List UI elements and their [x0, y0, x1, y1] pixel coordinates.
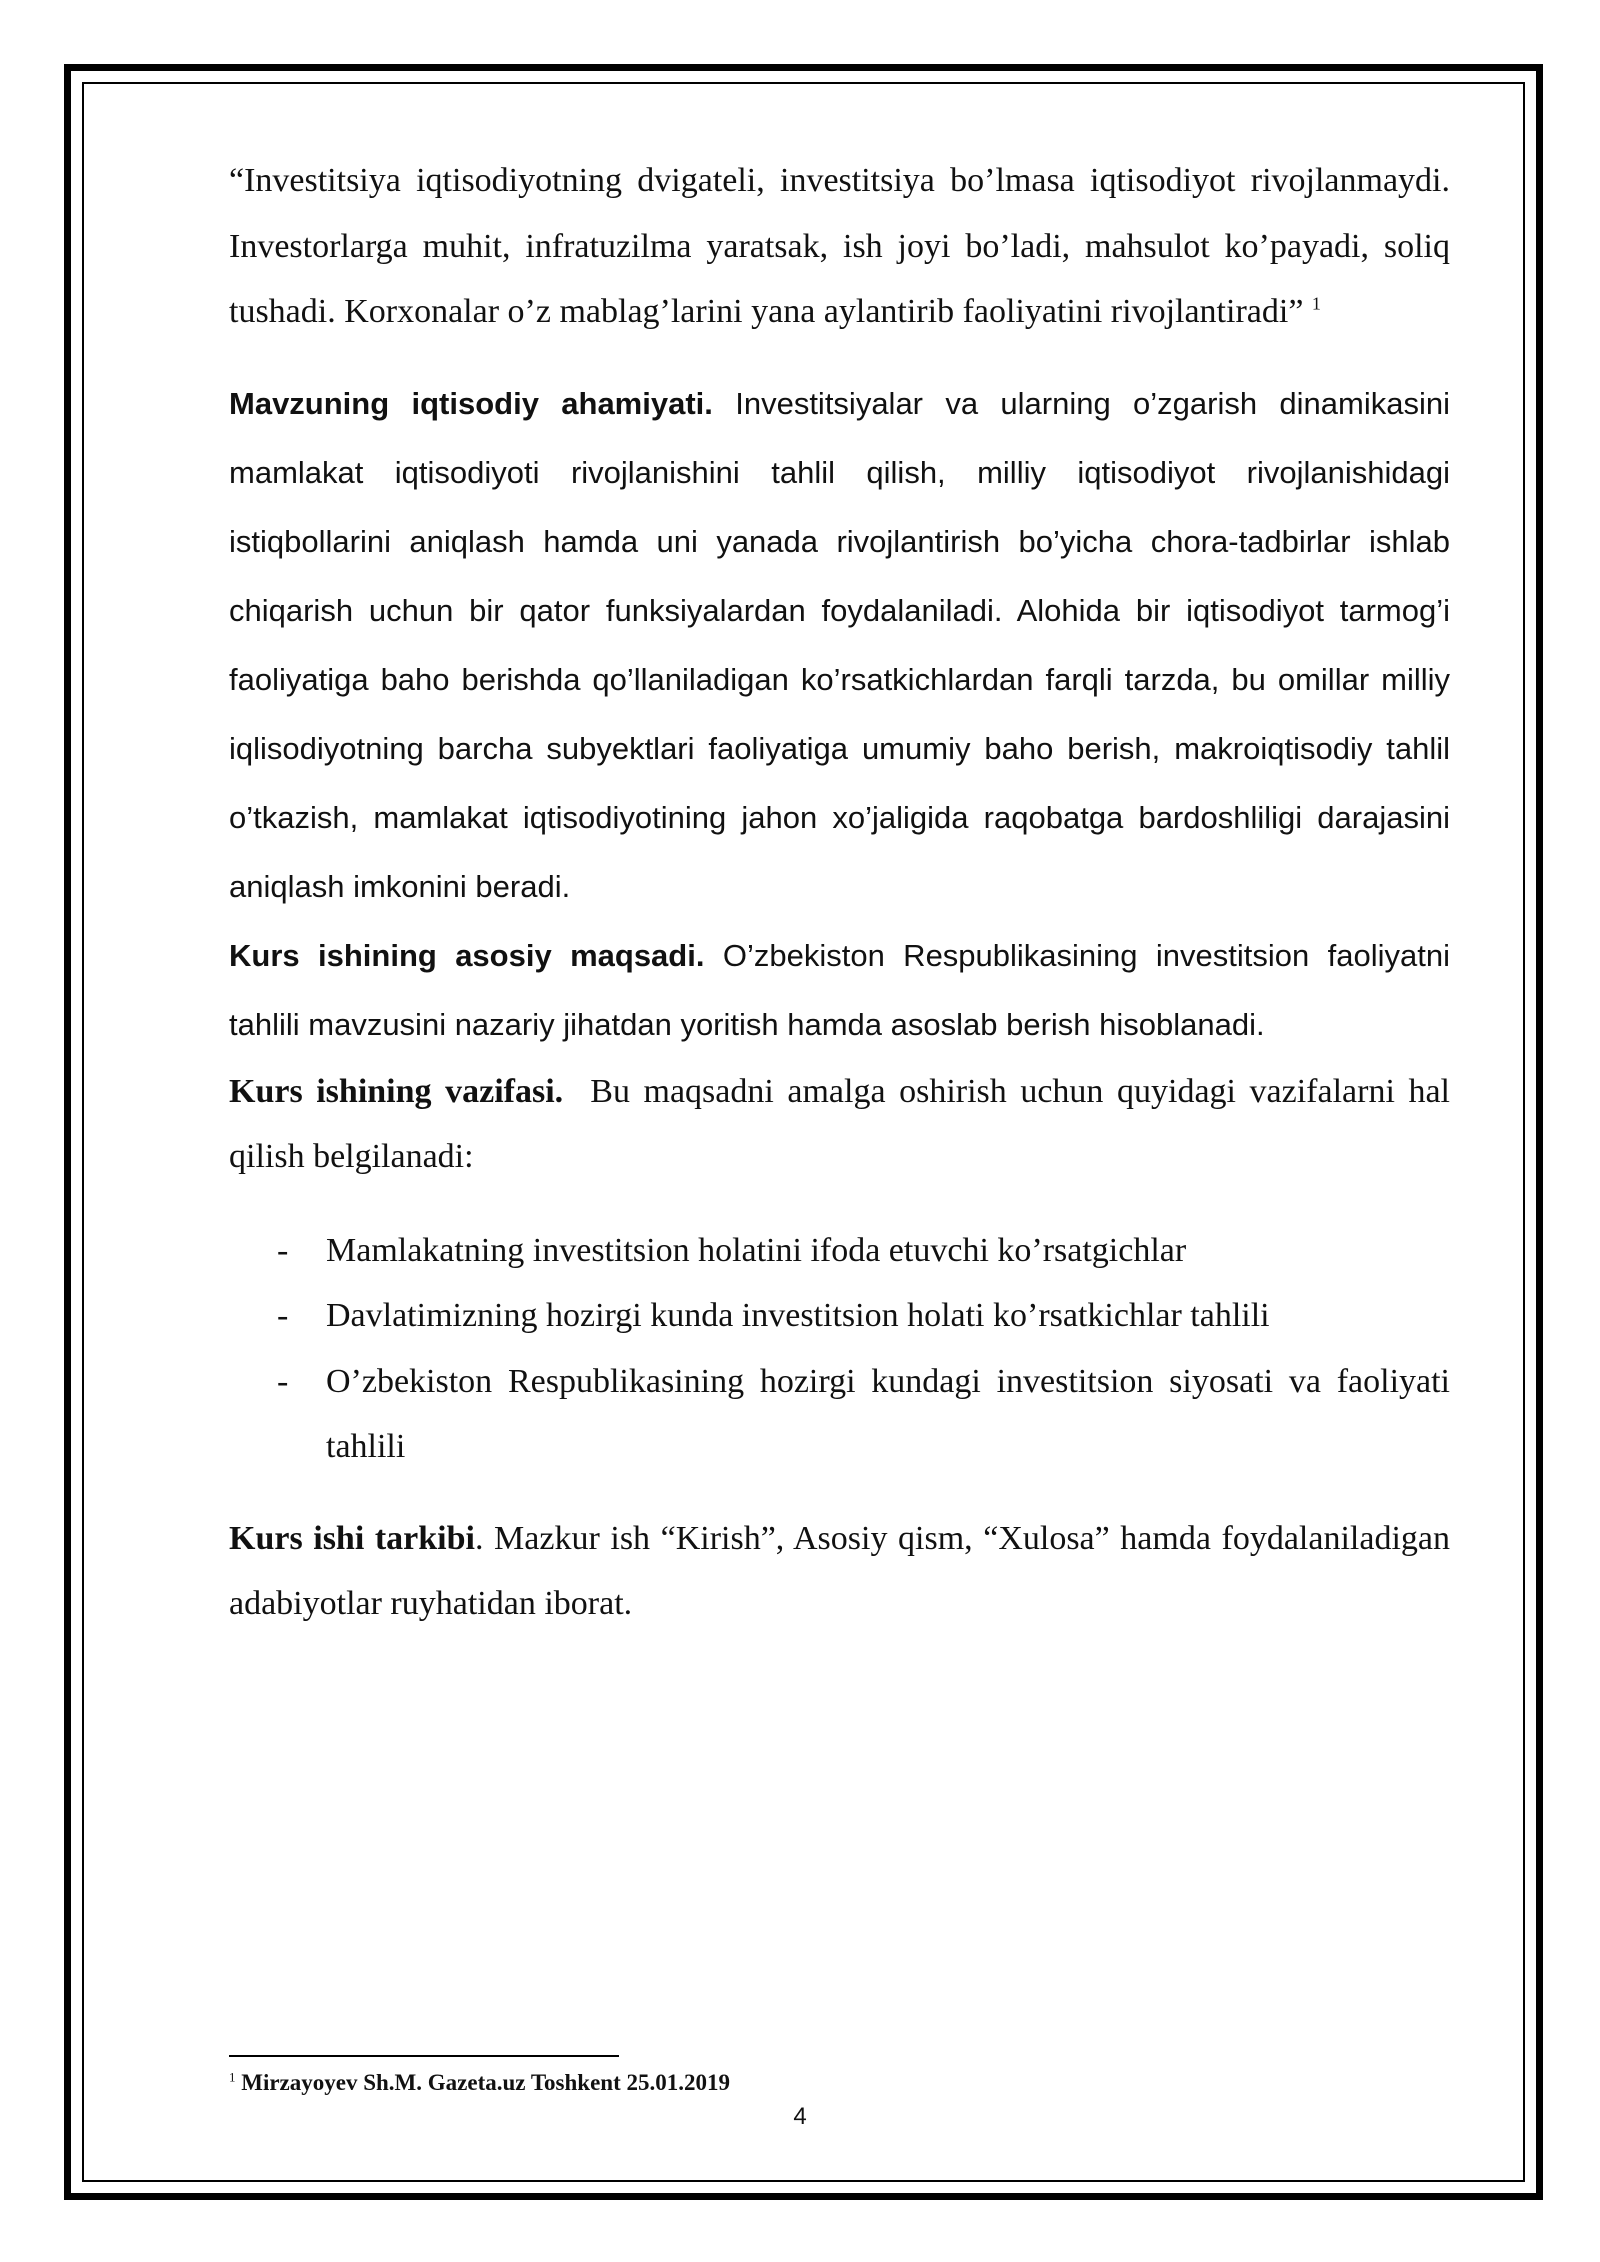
document-body: [229, 148, 1450, 1637]
quote-text: “Investitsiya iqtisodiyotning dvigateli, investitsiya bo’lmasa iqtisodiyot rivojlanmaydi. Investorlarga muhit, infratuzilma yaratsak, ish joyi bo’ladi, mahsulot ko’payadi, soliq tushadi. Korxonalar o’z mablag’larini yana aylantirib faoliyatini rivojlantiradi”: [229, 162, 1450, 330]
tasks-heading: Kurs ishining vazifasi.: [229, 1072, 564, 1110]
list-item-text: Mamlakatning investitsion holatini ifoda etuvchi ko’rsatgichlar: [326, 1231, 1187, 1269]
bullet-dash: -: [277, 1231, 289, 1269]
list-item: [229, 1283, 1450, 1349]
bullet-dash: -: [277, 1362, 289, 1400]
structure-heading: Kurs ishi tarkibi: [229, 1519, 475, 1557]
list-item-text: Davlatimizning hozirgi kunda investitsion holati ko’rsatkichlar tahlili: [326, 1297, 1270, 1334]
list-item: [229, 1349, 1450, 1480]
tasks-paragraph: [229, 1059, 1450, 1190]
footnote-number: 1: [229, 2069, 236, 2085]
quote-paragraph: [229, 148, 1450, 345]
tasks-list: [229, 1218, 1450, 1480]
significance-text: Investitsiyalar va ularning o’zgarish dinamikasini mamlakat iqtisodiyoti rivojlanishini tahlil qilish, milliy iqtisodiyot rivojlanishidagi istiqbollarini aniqlash hamda uni yanada rivojlantirish bo’yicha chora-tadbirlar ishlab chiqarish uchun bir qator funksiyalardan foydalaniladi. Alohida bir iqtisodiyot tarmog’i faoliyatiga baho berishda qo’llaniladigan ko’rsatkichlardan farqli tarzda, bu omillar milliy iqlisodiyotning barcha subyektlari faoliyatiga umumiy baho berish, makroiqtisodiy tahlil o’tkazish, mamlakat iqtisodiyotining jahon xo’jaligida raqobatga bardoshliligi darajasini aniqlash imkonini beradi.: [229, 385, 1450, 904]
structure-text: . Mazkur ish “Kirish”, Asosiy qism, “Xulosa” hamda foydalaniladigan adabiyotlar ruyhatidan iborat.: [229, 1519, 1450, 1622]
footnote-text: Mirzayoyev Sh.M. Gazeta.uz Toshkent 25.01.2019: [241, 2070, 730, 2095]
bullet-dash: -: [277, 1297, 289, 1334]
list-item-text: O’zbekiston Respublikasining hozirgi kundagi investitsion siyosati va faoliyati tahlili: [326, 1362, 1450, 1465]
list-item: [229, 1218, 1450, 1284]
footnote: [229, 2070, 730, 2096]
page-number: 4: [793, 2103, 807, 2130]
structure-paragraph: [229, 1506, 1450, 1637]
significance-paragraph: [229, 369, 1450, 921]
goal-paragraph: [229, 921, 1450, 1059]
tasks-text: Bu maqsadni amalga oshirish uchun quyidagi vazifalarni hal qilish belgilanadi:: [229, 1072, 1450, 1175]
footnote-separator: [229, 2055, 619, 2057]
significance-heading: Mavzuning iqtisodiy ahamiyati.: [229, 385, 713, 421]
goal-text: O’zbekiston Respublikasining investitsion faoliyatni tahlili mavzusini nazariy jihatdan yoritish hamda asoslab berish hisoblanadi.: [229, 937, 1450, 1042]
quote-footnote-ref[interactable]: 1: [1311, 293, 1321, 314]
goal-heading: Kurs ishining asosiy maqsadi.: [229, 937, 705, 973]
